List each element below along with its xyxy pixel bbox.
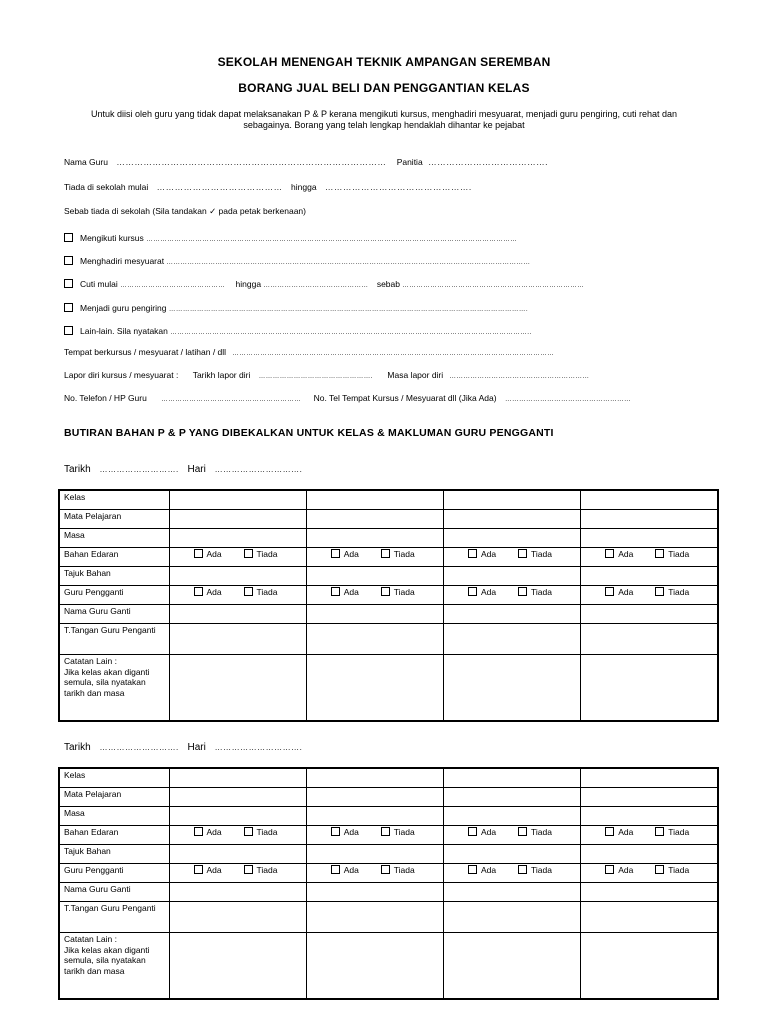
cell[interactable]: [581, 567, 718, 586]
tiada-checkbox[interactable]: [518, 827, 527, 836]
cell[interactable]: [169, 845, 306, 864]
bahan-options: [169, 548, 306, 567]
cell[interactable]: [581, 933, 718, 999]
ada-checkbox[interactable]: [331, 587, 340, 596]
ada-checkbox[interactable]: [331, 865, 340, 874]
bahan-options: [306, 826, 443, 845]
row-label: Guru Pengganti: [59, 586, 169, 605]
tiada-checkbox[interactable]: [518, 587, 527, 596]
hari-field[interactable]: ………………………….: [214, 743, 303, 752]
tarikh-row-1: [64, 464, 302, 475]
bahan-options: [581, 826, 718, 845]
ada-label: Ada: [481, 549, 497, 559]
guru-options: [306, 864, 443, 883]
reason-pengiring-label: Menjadi guru pengiring: [80, 303, 167, 313]
ada-label: Ada: [618, 587, 634, 597]
hari-label: Hari: [187, 464, 206, 475]
cell[interactable]: [581, 845, 718, 864]
ada-label: Ada: [343, 827, 359, 837]
tiada-label: Tiada: [256, 549, 278, 559]
form-title: BORANG JUAL BELI DAN PENGGANTIAN KELAS: [238, 81, 530, 95]
tiada-label: Tiada: [668, 827, 690, 837]
panitia-label: Panitia: [396, 157, 423, 167]
cell[interactable]: [306, 655, 443, 721]
ada-checkbox[interactable]: [468, 587, 477, 596]
lapor-label: Lapor diri kursus / mesyuarat :: [64, 370, 179, 380]
reason-lain-label: Lain-lain. Sila nyatakan: [80, 326, 168, 336]
reason-mesyuarat-checkbox[interactable]: [64, 256, 73, 265]
cell[interactable]: [306, 902, 443, 933]
tiada-label: Tiada: [531, 827, 552, 837]
tiada-mulai-field[interactable]: ……………………………………: [156, 182, 283, 192]
guru-options: [169, 864, 306, 883]
table-row: [59, 655, 718, 721]
row-label: Tajuk Bahan: [59, 845, 169, 864]
guru-options: [444, 586, 581, 605]
tempat-field[interactable]: …………………………………………………………………………………………………………………………: [232, 350, 555, 357]
tiada-label: Tiada: [256, 827, 278, 837]
cell[interactable]: [444, 655, 581, 721]
tarikh-row-2: [64, 742, 302, 753]
butiran-table-2: [58, 767, 719, 1000]
cell[interactable]: [169, 933, 306, 999]
row-label: Mata Pelajaran: [59, 788, 169, 807]
ada-checkbox[interactable]: [194, 587, 203, 596]
hingga-label: hingga: [291, 182, 317, 192]
tiada-checkbox[interactable]: [655, 865, 664, 874]
tiada-checkbox[interactable]: [518, 865, 527, 874]
hari-label: Hari: [187, 742, 206, 753]
cell[interactable]: [581, 902, 718, 933]
tiada-label: Tiada: [531, 549, 552, 559]
table-row: [59, 933, 718, 999]
cell[interactable]: [306, 605, 443, 624]
row-label: Nama Guru Ganti: [59, 605, 169, 624]
school-title: SEKOLAH MENENGAH TEKNIK AMPANGAN SEREMBAN: [217, 55, 551, 69]
tarikh-field[interactable]: ……………………….: [99, 743, 179, 752]
tiada-label: Tiada: [393, 549, 415, 559]
cell[interactable]: [444, 807, 581, 826]
cell[interactable]: [444, 567, 581, 586]
tiada-checkbox[interactable]: [244, 827, 253, 836]
table-row: [59, 883, 718, 902]
ada-label: Ada: [618, 549, 634, 559]
cell[interactable]: [444, 902, 581, 933]
tiada-label: Tiada: [393, 587, 415, 597]
cell[interactable]: [581, 655, 718, 721]
reason-cuti-sebab: sebab: [376, 279, 400, 289]
bahan-options: [444, 548, 581, 567]
telefon-row: [64, 393, 631, 403]
cell[interactable]: [306, 845, 443, 864]
tarikh-lapor-field[interactable]: ………………………………………….: [258, 373, 374, 380]
ada-checkbox[interactable]: [468, 549, 477, 558]
tempat-row: [64, 347, 554, 357]
ada-label: Ada: [206, 549, 222, 559]
lapor-row: [64, 370, 590, 380]
intro-text: Untuk diisi oleh guru yang tidak dapat melaksanakan P & P kerana mengikuti kursus, menghadiri mesyuarat, menjadi guru pengiring, cuti rehat dan sebagainya. Borang yang telah lengkap hendaklah dihantar ke pejabat: [90, 109, 677, 130]
table-row: [59, 510, 718, 529]
ada-label: Ada: [343, 549, 359, 559]
tiada-checkbox[interactable]: [244, 865, 253, 874]
tarikh-field[interactable]: ……………………….: [99, 465, 179, 474]
ada-label: Ada: [481, 865, 497, 875]
reason-pengiring-checkbox[interactable]: [64, 303, 73, 312]
row-label: Tajuk Bahan: [59, 567, 169, 586]
cell[interactable]: [306, 567, 443, 586]
tiada-checkbox[interactable]: [381, 549, 390, 558]
cell[interactable]: [169, 883, 306, 902]
telefon-label: No. Telefon / HP Guru: [64, 393, 147, 403]
tiada-label: Tiada: [393, 865, 415, 875]
ada-checkbox[interactable]: [468, 827, 477, 836]
ada-label: Ada: [481, 587, 497, 597]
cell[interactable]: [306, 490, 443, 510]
tiada-checkbox[interactable]: [655, 549, 664, 558]
reason-lain: [64, 326, 532, 336]
tiada-label: Tiada: [531, 865, 552, 875]
hari-field[interactable]: ………………………….: [214, 465, 303, 474]
cell[interactable]: [169, 655, 306, 721]
cell[interactable]: [169, 768, 306, 788]
cell[interactable]: [444, 490, 581, 510]
cell[interactable]: [581, 788, 718, 807]
table-row: [59, 826, 718, 845]
cell[interactable]: [581, 510, 718, 529]
tempat-label: Tempat berkursus / mesyuarat / latihan / dll: [64, 347, 227, 357]
cell[interactable]: [169, 567, 306, 586]
tiada-label: Tiada: [531, 587, 552, 597]
table-row: [59, 529, 718, 548]
table-row: [59, 586, 718, 605]
guru-options: [169, 586, 306, 605]
cell[interactable]: [581, 768, 718, 788]
ada-label: Ada: [343, 865, 359, 875]
cell[interactable]: [169, 510, 306, 529]
cell[interactable]: [306, 624, 443, 655]
table-row: [59, 605, 718, 624]
tiada-label: Tiada: [668, 549, 690, 559]
ada-checkbox[interactable]: [605, 549, 614, 558]
ada-checkbox[interactable]: [194, 865, 203, 874]
cell[interactable]: [581, 490, 718, 510]
tarikh-label: Tarikh: [64, 742, 91, 753]
ada-checkbox[interactable]: [605, 827, 614, 836]
ada-label: Ada: [206, 865, 222, 875]
row-label: Mata Pelajaran: [59, 510, 169, 529]
tiada-label: Tiada: [256, 865, 278, 875]
tiada-label: Tiada: [668, 865, 690, 875]
ada-checkbox[interactable]: [194, 827, 203, 836]
tiada-checkbox[interactable]: [655, 587, 664, 596]
table-row: [59, 845, 718, 864]
cell[interactable]: [306, 510, 443, 529]
tiada-checkbox[interactable]: [381, 827, 390, 836]
panitia-field[interactable]: ………………………………….: [428, 157, 548, 167]
ada-checkbox[interactable]: [605, 587, 614, 596]
reason-pengiring-field[interactable]: ……………………………………………………………………………………………………………………………………….: [168, 306, 529, 313]
ada-label: Ada: [343, 587, 359, 597]
reason-cuti-sebab-field[interactable]: ……………………………………………………………………: [402, 282, 585, 289]
reason-kursus-label: Mengikuti kursus: [80, 233, 144, 243]
tiada-checkbox[interactable]: [244, 587, 253, 596]
ada-checkbox[interactable]: [194, 549, 203, 558]
tiada-checkbox[interactable]: [518, 549, 527, 558]
tel-tempat-field[interactable]: ………………………………………………: [504, 396, 631, 403]
ada-checkbox[interactable]: [331, 827, 340, 836]
masa-lapor-label: Masa lapor diri: [387, 370, 444, 380]
bahan-options: [444, 826, 581, 845]
row-label: T.Tangan Guru Penganti: [59, 624, 169, 655]
cell[interactable]: [306, 788, 443, 807]
row-label: Masa: [59, 807, 169, 826]
table-row: [59, 768, 718, 788]
cell[interactable]: [169, 788, 306, 807]
row-label: Bahan Edaran: [59, 826, 169, 845]
cell[interactable]: [444, 933, 581, 999]
reason-cuti-hingga: hingga: [235, 279, 262, 289]
row-label: Bahan Edaran: [59, 548, 169, 567]
ada-checkbox[interactable]: [605, 865, 614, 874]
cell[interactable]: [306, 883, 443, 902]
tiada-row: [64, 182, 472, 192]
tiada-label: Tiada di sekolah mulai: [64, 182, 149, 192]
cell[interactable]: [306, 807, 443, 826]
cell[interactable]: [444, 845, 581, 864]
row-label: T.Tangan Guru Penganti: [59, 902, 169, 933]
cell[interactable]: [444, 624, 581, 655]
table-row: [59, 490, 718, 510]
table-row: [59, 548, 718, 567]
reason-mesyuarat-label: Menghadiri mesyuarat: [80, 256, 165, 266]
bahan-options: [306, 548, 443, 567]
cell[interactable]: [444, 768, 581, 788]
row-label: Guru Pengganti: [59, 864, 169, 883]
ada-label: Ada: [206, 587, 222, 597]
ada-label: Ada: [206, 827, 222, 837]
reason-pengiring: [64, 303, 528, 313]
reason-kursus: [64, 233, 517, 243]
tel-tempat-label: No. Tel Tempat Kursus / Mesyuarat dll (Jika Ada): [313, 393, 497, 403]
table-row: [59, 864, 718, 883]
bahan-options: [169, 826, 306, 845]
cell[interactable]: [169, 624, 306, 655]
reason-kursus-checkbox[interactable]: [64, 233, 73, 242]
nama-guru-field[interactable]: ………………………………………………………………………………: [116, 157, 387, 167]
ada-label: Ada: [618, 865, 634, 875]
reason-cuti-label: Cuti mulai: [80, 279, 118, 289]
tiada-label: Tiada: [393, 827, 415, 837]
row-label: Kelas: [59, 490, 169, 510]
guru-options: [444, 864, 581, 883]
cell[interactable]: [169, 605, 306, 624]
cell[interactable]: [581, 605, 718, 624]
cell[interactable]: [444, 788, 581, 807]
tiada-checkbox[interactable]: [381, 865, 390, 874]
reason-lain-checkbox[interactable]: [64, 326, 73, 335]
ada-checkbox[interactable]: [331, 549, 340, 558]
tarikh-lapor-label: Tarikh lapor diri: [192, 370, 251, 380]
reason-cuti-hingga-field[interactable]: ………………………………………: [263, 282, 369, 289]
reason-kursus-field[interactable]: ……………………………………………………………………………………………………………………………………………: [146, 236, 518, 243]
row-label: Kelas: [59, 768, 169, 788]
guru-options: [581, 864, 718, 883]
nama-guru-row: [64, 157, 548, 167]
butiran-table-1: [58, 489, 719, 722]
cell[interactable]: [306, 768, 443, 788]
reason-cuti: [64, 279, 584, 289]
reason-mesyuarat: [64, 256, 530, 266]
nama-guru-label: Nama Guru: [64, 157, 108, 167]
reason-lain-field[interactable]: ………………………………………………………………………………………………………………………………………..: [170, 329, 532, 336]
sebab-intro: Sebab tiada di sekolah (Sila tandakan ✓ pada petak berkenaan): [64, 206, 306, 216]
cell[interactable]: [444, 529, 581, 548]
cell[interactable]: [581, 529, 718, 548]
row-label: Nama Guru Ganti: [59, 883, 169, 902]
guru-options: [306, 586, 443, 605]
guru-options: [581, 586, 718, 605]
tiada-checkbox[interactable]: [244, 549, 253, 558]
tiada-label: Tiada: [668, 587, 690, 597]
tiada-checkbox[interactable]: [655, 827, 664, 836]
cell[interactable]: [306, 529, 443, 548]
row-label: Masa: [59, 529, 169, 548]
telefon-field[interactable]: ……………………………………………………: [161, 396, 302, 403]
cell[interactable]: [169, 902, 306, 933]
reason-cuti-checkbox[interactable]: [64, 279, 73, 288]
table-row: [59, 567, 718, 586]
row-label: Catatan Lain : Jika kelas akan diganti semula, sila nyatakan tarikh dan masa: [59, 655, 169, 721]
hingga-field[interactable]: ………………………………………….: [324, 182, 472, 192]
cell[interactable]: [444, 510, 581, 529]
ada-label: Ada: [481, 827, 497, 837]
ada-label: Ada: [618, 827, 634, 837]
cell[interactable]: [169, 529, 306, 548]
section-title: BUTIRAN BAHAN P & P YANG DIBEKALKAN UNTUK KELAS & MAKLUMAN GURU PENGGANTI: [64, 427, 554, 439]
cell[interactable]: [169, 807, 306, 826]
reason-cuti-field[interactable]: ………………………………………: [120, 282, 226, 289]
cell[interactable]: [306, 933, 443, 999]
table-row: [59, 902, 718, 933]
cell[interactable]: [581, 883, 718, 902]
reason-mesyuarat-field[interactable]: …………………………………………………………………………………………………………………………………………: [166, 259, 531, 266]
cell[interactable]: [581, 807, 718, 826]
table-row: [59, 807, 718, 826]
tiada-label: Tiada: [256, 587, 278, 597]
table-row: [59, 788, 718, 807]
tiada-checkbox[interactable]: [381, 587, 390, 596]
table-row: [59, 624, 718, 655]
cell[interactable]: [444, 883, 581, 902]
row-label: Catatan Lain : Jika kelas akan diganti semula, sila nyatakan tarikh dan masa: [59, 933, 169, 999]
cell[interactable]: [581, 624, 718, 655]
cell[interactable]: [169, 490, 306, 510]
cell[interactable]: [444, 605, 581, 624]
bahan-options: [581, 548, 718, 567]
tarikh-label: Tarikh: [64, 464, 91, 475]
ada-checkbox[interactable]: [468, 865, 477, 874]
masa-lapor-field[interactable]: ……………………………………………………: [449, 373, 590, 380]
